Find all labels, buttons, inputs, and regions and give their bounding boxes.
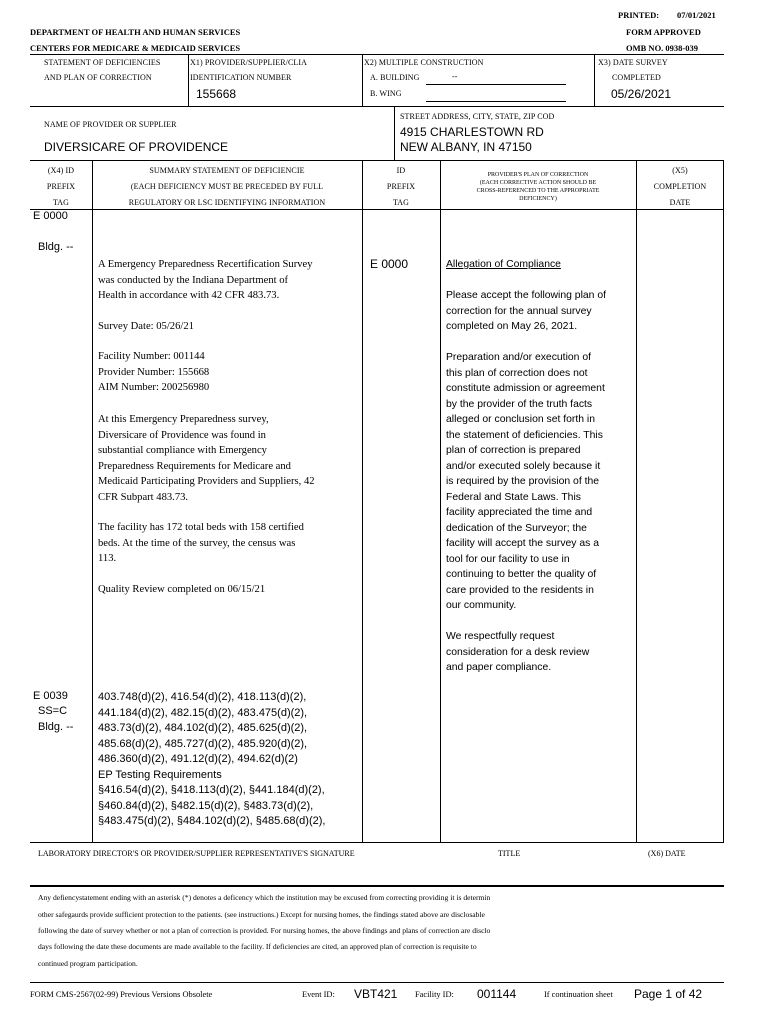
- top-col-divider-2: [362, 54, 363, 106]
- summary-label-3: REGULATORY OR LSC IDENTIFYING INFORMATION: [128, 198, 326, 207]
- building-underline: [426, 84, 566, 85]
- top-table-border: [30, 54, 724, 55]
- footer-top-rule: [30, 982, 724, 983]
- plan-heading: Allegation of Compliance: [446, 259, 561, 270]
- address-line-2: NEW ALBANY, IN 47150: [400, 140, 532, 154]
- x4-label-3: TAG: [52, 198, 70, 207]
- summary-facility-numbers: Facility Number: 001144 Provider Number: 155668 AIM Number: 200256980: [98, 351, 210, 393]
- disclaimer-line-2: other safegaurds provide sufficient protection to the patients. (see instructions.) Except for nursing homes, the findings stated above are disclosable: [38, 910, 485, 919]
- id-label-3: TAG: [392, 198, 410, 207]
- col-line-summary: [362, 160, 363, 842]
- signature-label: LABORATORY DIRECTOR'S OR PROVIDER/SUPPLIER REPRESENTATIVE'S SIGNATURE: [38, 849, 355, 858]
- statement-label-1: STATEMENT OF DEFICIENCIES: [44, 58, 161, 67]
- plan-label-1: PROVIDER'S PLAN OF CORRECTION: [487, 172, 589, 178]
- x5-label-3: DATE: [669, 198, 691, 207]
- provider-id-value: 155668: [196, 87, 237, 101]
- page-number: Page 1 of 42: [634, 987, 703, 1001]
- provider-col-divider: [394, 106, 395, 160]
- survey-completed-date: 05/26/2021: [611, 87, 672, 101]
- disclaimer-line-1: Any defiencystatement ending with an asterisk (*) denotes a deficency which the institution may be excused from correcting providing it is determin: [38, 893, 491, 902]
- x2-label: X2) MULTIPLE CONSTRUCTION: [364, 58, 484, 67]
- date-label: (X6) DATE: [648, 849, 686, 858]
- summary-paragraph-1: A Emergency Preparedness Recertification Survey was conducted by the Indiana Department of Health in accordance with 42 CFR 483.73.: [98, 259, 313, 301]
- building-label: A. BUILDING: [370, 73, 420, 82]
- agency-line-2: CENTERS FOR MEDICARE & MEDICAID SERVICES: [30, 43, 241, 53]
- disclaimer-line-3: following the date of survey whether or not a plan of correction is provided. For nursing homes, the above findings and plans of correction are disclo: [38, 926, 491, 935]
- col-line-plan: [636, 160, 637, 842]
- building-value: --: [452, 72, 458, 81]
- facility-id-label: Facility ID:: [415, 990, 454, 999]
- facility-id-value: 001144: [477, 987, 517, 1001]
- event-id-value: VBT421: [354, 987, 398, 1001]
- column-header-bottom: [30, 209, 724, 210]
- plan-paragraph-1: Please accept the following plan of correction for the annual survey completed on May 26, 2021.: [446, 290, 607, 332]
- plan-paragraph-3: We respectfully request consideration for a desk review and paper compliance.: [446, 631, 590, 673]
- provider-name-label: NAME OF PROVIDER OR SUPPLIER: [44, 120, 177, 129]
- plan-paragraph-2: Preparation and/or execution of this plan of correction does not constitute admission or agreement by the provider of the truth facts alleged or conclusion set forth in the statement of deficiencies. This plan of correction is prepared and/or executed solely because it is required by the provision of the Federal and State Laws. This facility appreciated the time and dedication of the Surveyor; the facility will accept the survey as a tool for our facility to use in continuing to better the quality of care provided to the residents in our community.: [446, 352, 605, 611]
- address-label: STREET ADDRESS, CITY, STATE, ZIP COD: [400, 112, 555, 121]
- disclaimer-line-5: continued program participation.: [38, 959, 138, 968]
- event-id-label: Event ID:: [302, 990, 335, 999]
- form-number: FORM CMS-2567(02-99) Previous Versions Obsolete: [30, 990, 213, 999]
- deficiency-tag-e0000: E 0000: [33, 210, 68, 222]
- x5-label-1: (X5): [672, 166, 688, 175]
- deficiency-2-bldg: Bldg. --: [38, 721, 74, 733]
- form-approved: FORM APPROVED: [626, 27, 701, 37]
- statement-label-2: AND PLAN OF CORRECTION: [44, 73, 152, 82]
- plan-label-3: CROSS-REFERENCED TO THE APPROPRIATE: [476, 188, 600, 194]
- address-line-1: 4915 CHARLESTOWN RD: [400, 125, 544, 139]
- summary-label-2: (EACH DEFICIENCY MUST BE PRECEDED BY FULL: [130, 182, 324, 191]
- top-col-divider-1: [188, 54, 189, 106]
- printed-date: 07/01/2021: [677, 10, 716, 20]
- col-line-x4: [92, 160, 93, 842]
- col-line-id: [440, 160, 441, 842]
- x1-label-2: IDENTIFICATION NUMBER: [190, 73, 292, 82]
- x1-label-1: X1) PROVIDER/SUPPLIER/CLIA: [190, 58, 308, 67]
- table-bottom-border: [30, 842, 724, 843]
- deficiency-scope-severity: SS=C: [38, 705, 68, 717]
- disclaimer-line-4: days following the date these documents are made available to the facility. If deficiencies are cited, an approved plan of correction is requisite to: [38, 942, 477, 951]
- x4-label-1: (X4) ID: [47, 166, 75, 175]
- agency-line-1: DEPARTMENT OF HEALTH AND HUMAN SERVICES: [30, 27, 241, 37]
- summary-survey-date: Survey Date: 05/26/21: [98, 321, 194, 332]
- summary-compliance-paragraph: At this Emergency Preparedness survey, Diversicare of Providence was found in substantial compliance with Emergency Preparedness Requirements for Medicare and Medicaid Participating Providers and Suppliers, 42 CFR Subpart 483.73.: [98, 414, 315, 503]
- id-label-2: PREFIX: [386, 182, 416, 191]
- deficiency-2-regulations: 403.748(d)(2), 416.54(d)(2), 418.113(d)(2), 441.184(d)(2), 482.15(d)(2), 483.475(d)(2), 483.73(d)(2), 484.102(d)(2), 485.625(d)(2), 485.68(d)(2), 485.727(d)(2), 485.920(d)(2), 486.360(d)(2), 491.12(d)(2), 494.62(d)(2) EP Testing Requirements §416.54(d)(2), §418.113(d)(2), §441.184(d)(2), §460.84(d)(2), §482.15(d)(2), §483.73(d)(2), §483.475(d)(2), §484.102(d)(2), §485.68(d)(2),: [98, 691, 326, 827]
- summary-label-1: SUMMARY STATEMENT OF DEFICIENCIE: [149, 166, 305, 175]
- disclaimer-top-rule: [30, 885, 724, 887]
- provider-name: DIVERSICARE OF PROVIDENCE: [44, 140, 229, 154]
- wing-underline: [426, 101, 566, 102]
- top-col-divider-3: [594, 54, 595, 106]
- left-margin-guide: [30, 54, 31, 842]
- wing-label: B. WING: [370, 89, 402, 98]
- printed-label: PRINTED:: [618, 10, 660, 20]
- x3-label-2: COMPLETED: [612, 73, 661, 82]
- plan-label-2: (EACH CORRECTIVE ACTION SHOULD BE: [479, 180, 597, 186]
- continuation-label: If continuation sheet: [544, 990, 613, 999]
- x5-label-2: COMPLETION: [653, 182, 707, 191]
- id-label-1: ID: [396, 166, 406, 175]
- title-label: TITLE: [498, 849, 521, 858]
- plan-label-4: DEFICIENCY): [519, 196, 557, 202]
- deficiency-tag-e0039: E 0039: [33, 690, 68, 702]
- summary-quality-review: Quality Review completed on 06/15/21: [98, 584, 266, 595]
- x4-label-2: PREFIX: [46, 182, 76, 191]
- col-line-right: [723, 160, 724, 842]
- summary-beds-paragraph: The facility has 172 total beds with 158 certified beds. At the time of the survey, the census was 113.: [98, 522, 304, 564]
- deficiency-bldg: Bldg. --: [38, 241, 74, 253]
- provider-row-divider: [30, 160, 724, 161]
- top-table-divider: [30, 106, 724, 107]
- plan-tag-e0000: E 0000: [370, 257, 409, 271]
- omb-number: OMB NO. 0938-039: [626, 43, 699, 53]
- x3-label-1: X3) DATE SURVEY: [598, 58, 668, 67]
